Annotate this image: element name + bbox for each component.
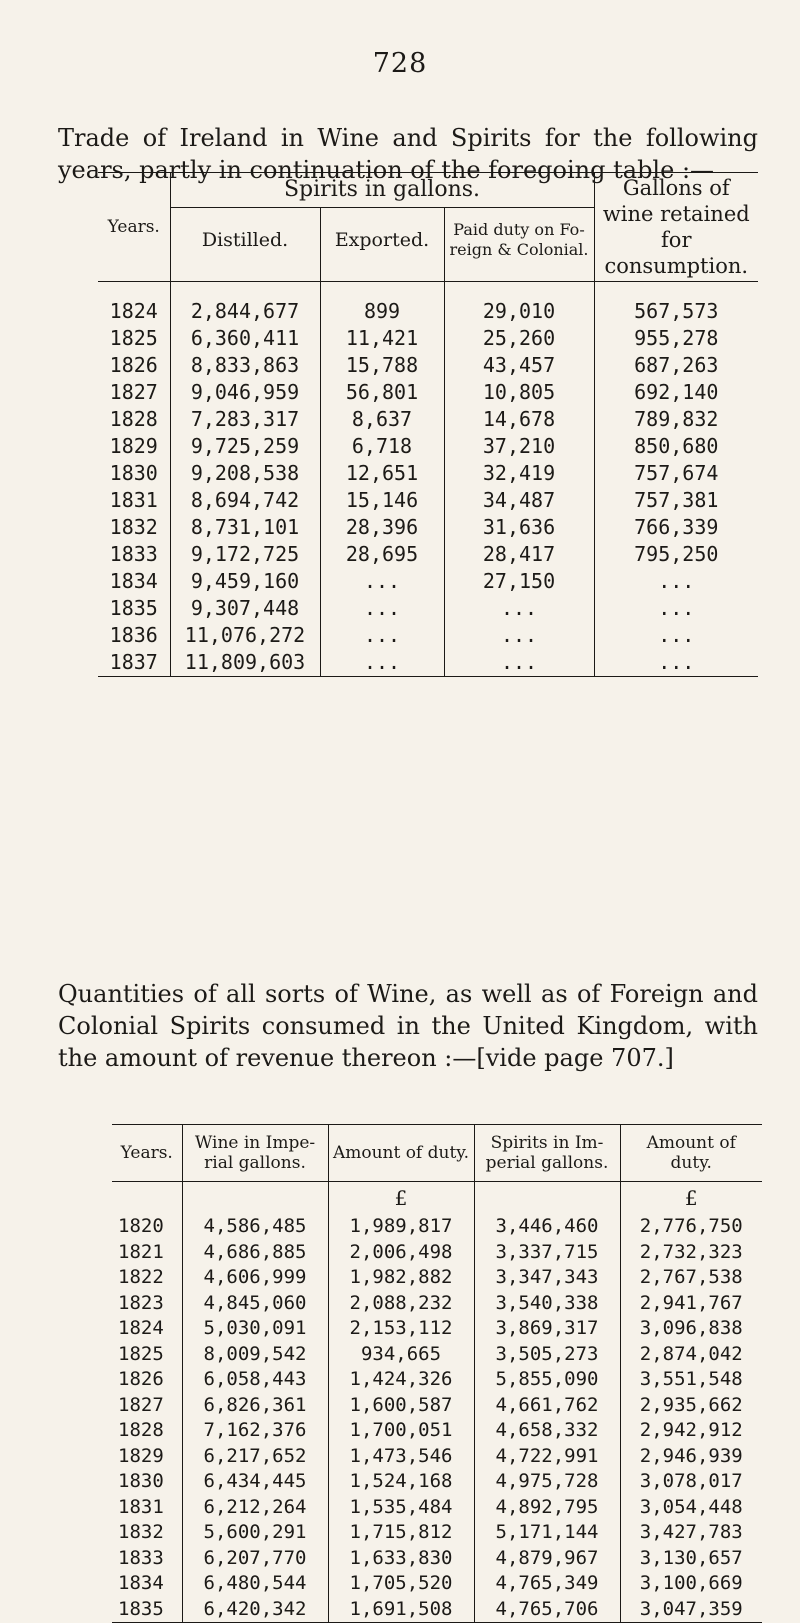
cell-spirits-gallons: 3,347,343 (474, 1265, 620, 1291)
cell-spirits-duty: 2,941,767 (620, 1291, 762, 1317)
cell-wine: 795,250 (594, 541, 758, 568)
cell-spirits-duty: 3,096,838 (620, 1316, 762, 1342)
cell-wine-duty: 1,700,051 (328, 1418, 474, 1444)
cell-paid-duty: ... (444, 622, 594, 649)
cell-wine: 766,339 (594, 514, 758, 541)
section1-heading: Trade of Ireland in Wine and Spirits for the following years, partly in continuation of the foregoing table :— (58, 124, 758, 184)
table-row (98, 649, 758, 677)
cell-year: 1831 (118, 1495, 164, 1518)
cell-distilled: 11,809,603 (170, 649, 320, 677)
table-row (112, 1342, 762, 1368)
col-header-years: Years. (107, 217, 160, 237)
col-header-wine-gallons: Wine in Impe-rial gallons. (182, 1125, 328, 1182)
cell-exported: 6,718 (320, 433, 444, 460)
cell-wine-duty: 1,982,882 (328, 1265, 474, 1291)
cell-wine-gallons: 4,686,885 (182, 1240, 328, 1266)
cell-paid-duty: 10,805 (444, 379, 594, 406)
cell-exported: 11,421 (320, 325, 444, 352)
table-row (98, 352, 758, 379)
cell-wine-gallons: 6,434,445 (182, 1469, 328, 1495)
cell-wine-gallons: 6,420,342 (182, 1597, 328, 1623)
cell-spirits-duty: 3,100,669 (620, 1571, 762, 1597)
table-row (112, 1546, 762, 1572)
cell-paid-duty: ... (444, 649, 594, 677)
cell-spirits-gallons: 3,337,715 (474, 1240, 620, 1266)
cell-spirits-duty: 3,054,448 (620, 1495, 762, 1521)
cell-wine: 955,278 (594, 325, 758, 352)
cell-paid-duty: 25,260 (444, 325, 594, 352)
cell-year: 1836 (109, 623, 158, 647)
cell-year: 1835 (109, 596, 158, 620)
cell-wine-gallons: 5,030,091 (182, 1316, 328, 1342)
cell-year: 1826 (109, 353, 158, 377)
cell-wine: 692,140 (594, 379, 758, 406)
cell-paid-duty: 32,419 (444, 460, 594, 487)
cell-distilled: 9,725,259 (170, 433, 320, 460)
cell-spirits-gallons: 4,661,762 (474, 1393, 620, 1419)
cell-paid-duty: 37,210 (444, 433, 594, 460)
cell-distilled: 7,283,317 (170, 406, 320, 433)
cell-year: 1833 (118, 1546, 164, 1569)
cell-wine-gallons: 5,600,291 (182, 1520, 328, 1546)
cell-year: 1834 (109, 569, 158, 593)
cell-year: 1821 (118, 1240, 164, 1263)
cell-distilled: 8,731,101 (170, 514, 320, 541)
cell-spirits-duty: 2,732,323 (620, 1240, 762, 1266)
table-row (112, 1597, 762, 1623)
cell-spirits-duty: 2,946,939 (620, 1444, 762, 1470)
cell-year: 1824 (109, 299, 158, 323)
cell-exported: ... (320, 568, 444, 595)
table-row (112, 1316, 762, 1342)
cell-spirits-gallons: 4,765,706 (474, 1597, 620, 1623)
cell-wine-gallons: 7,162,376 (182, 1418, 328, 1444)
col-group-spirits: Spirits in gallons. (170, 173, 594, 208)
page-number: 728 (372, 48, 428, 79)
cell-spirits-gallons: 3,869,317 (474, 1316, 620, 1342)
cell-wine-gallons: 4,845,060 (182, 1291, 328, 1317)
ireland-trade-body (98, 282, 758, 677)
cell-paid-duty: 29,010 (444, 298, 594, 325)
cell-year: 1824 (118, 1317, 164, 1339)
table-row (112, 1520, 762, 1546)
table-row (98, 325, 758, 352)
cell-year: 1831 (109, 488, 158, 512)
cell-wine-duty: 1,600,587 (328, 1393, 474, 1419)
cell-exported: 28,695 (320, 541, 444, 568)
table-row (98, 622, 758, 649)
table-row (98, 568, 758, 595)
cell-distilled: 8,694,742 (170, 487, 320, 514)
cell-year: 1823 (118, 1291, 164, 1314)
cell-wine-gallons: 6,217,652 (182, 1444, 328, 1470)
cell-year: 1832 (118, 1521, 164, 1543)
cell-spirits-duty: 2,776,750 (620, 1214, 762, 1240)
cell-paid-duty: ... (444, 595, 594, 622)
table-row (112, 1469, 762, 1495)
cell-wine-duty: 2,153,112 (328, 1316, 474, 1342)
table-row (98, 595, 758, 622)
cell-spirits-duty: 2,935,662 (620, 1393, 762, 1419)
cell-wine-duty: 2,088,232 (328, 1291, 474, 1317)
cell-paid-duty: 43,457 (444, 352, 594, 379)
cell-paid-duty: 27,150 (444, 568, 594, 595)
cell-spirits-duty: 2,874,042 (620, 1342, 762, 1368)
cell-year: 1822 (118, 1266, 164, 1288)
col-header-paid-duty: Paid duty on Fo-reign & Colonial. (444, 207, 594, 281)
cell-spirits-gallons: 3,446,460 (474, 1214, 620, 1240)
col-header-wine: Gallons of wine retained for consumption. (594, 173, 758, 282)
cell-spirits-gallons: 4,765,349 (474, 1571, 620, 1597)
col-header-years: Years. (112, 1125, 182, 1182)
cell-wine-duty: 1,715,812 (328, 1520, 474, 1546)
uk-consumption-body (112, 1182, 762, 1623)
uk-consumption-table (112, 1124, 762, 1623)
cell-wine-gallons: 4,586,485 (182, 1214, 328, 1240)
cell-wine-duty: 2,006,498 (328, 1240, 474, 1266)
cell-year: 1830 (118, 1470, 164, 1492)
cell-wine-duty: 1,535,484 (328, 1495, 474, 1521)
pound-symbol: £ (328, 1182, 474, 1215)
cell-year: 1820 (118, 1215, 164, 1237)
cell-exported: 899 (320, 298, 444, 325)
cell-spirits-duty: 3,047,359 (620, 1597, 762, 1623)
cell-exported: ... (320, 649, 444, 677)
cell-spirits-gallons: 4,658,332 (474, 1418, 620, 1444)
cell-paid-duty: 14,678 (444, 406, 594, 433)
table-row (98, 487, 758, 514)
cell-paid-duty: 34,487 (444, 487, 594, 514)
col-header-spirits-gallons: Spirits in Im-perial gallons. (474, 1125, 620, 1182)
cell-spirits-duty: 2,942,912 (620, 1418, 762, 1444)
cell-spirits-duty: 3,078,017 (620, 1469, 762, 1495)
cell-year: 1832 (109, 515, 158, 539)
table-row (112, 1367, 762, 1393)
col-header-wine-duty: Amount of duty. (328, 1125, 474, 1182)
cell-spirits-duty: 3,551,548 (620, 1367, 762, 1393)
cell-wine: 757,381 (594, 487, 758, 514)
cell-distilled: 6,360,411 (170, 325, 320, 352)
cell-year: 1825 (118, 1342, 164, 1365)
cell-wine-gallons: 4,606,999 (182, 1265, 328, 1291)
cell-spirits-duty: 3,427,783 (620, 1520, 762, 1546)
cell-spirits-gallons: 3,505,273 (474, 1342, 620, 1368)
table-row (98, 379, 758, 406)
table-row (98, 433, 758, 460)
cell-year: 1829 (109, 434, 158, 458)
cell-year: 1825 (109, 326, 158, 350)
cell-wine: ... (594, 595, 758, 622)
cell-exported: 28,396 (320, 514, 444, 541)
table-row (112, 1214, 762, 1240)
cell-exported: ... (320, 595, 444, 622)
cell-exported: 15,788 (320, 352, 444, 379)
cell-year: 1837 (109, 650, 158, 674)
table-row (98, 541, 758, 568)
cell-year: 1835 (118, 1597, 164, 1620)
cell-wine-duty: 1,524,168 (328, 1469, 474, 1495)
cell-year: 1830 (109, 461, 158, 485)
cell-distilled: 9,459,160 (170, 568, 320, 595)
cell-spirits-gallons: 3,540,338 (474, 1291, 620, 1317)
cell-spirits-gallons: 4,975,728 (474, 1469, 620, 1495)
cell-wine-gallons: 6,207,770 (182, 1546, 328, 1572)
cell-wine-gallons: 8,009,542 (182, 1342, 328, 1368)
cell-distilled: 9,208,538 (170, 460, 320, 487)
cell-spirits-gallons: 5,171,144 (474, 1520, 620, 1546)
cell-year: 1833 (109, 542, 158, 566)
cell-exported: ... (320, 622, 444, 649)
cell-year: 1827 (109, 380, 158, 404)
cell-wine: 757,674 (594, 460, 758, 487)
cell-wine-duty: 1,989,817 (328, 1214, 474, 1240)
table-row (112, 1418, 762, 1444)
cell-wine-gallons: 6,480,544 (182, 1571, 328, 1597)
cell-year: 1829 (118, 1444, 164, 1467)
table-row (98, 514, 758, 541)
cell-wine: 850,680 (594, 433, 758, 460)
cell-wine-duty: 934,665 (328, 1342, 474, 1368)
col-header-spirits-duty: Amount of duty. (620, 1125, 762, 1182)
cell-wine: ... (594, 649, 758, 677)
col-header-distilled: Distilled. (170, 207, 320, 281)
cell-spirits-gallons: 5,855,090 (474, 1367, 620, 1393)
table-row (98, 460, 758, 487)
cell-paid-duty: 31,636 (444, 514, 594, 541)
section2-heading: Quantities of all sorts of Wine, as well as of Foreign and Colonial Spirits consumed in the United Kingdom, with the amount of revenue thereon :—[vide page 707.] (58, 980, 758, 1072)
cell-exported: 8,637 (320, 406, 444, 433)
cell-wine-duty: 1,473,546 (328, 1444, 474, 1470)
table-row (112, 1393, 762, 1419)
cell-wine-gallons: 6,058,443 (182, 1367, 328, 1393)
cell-wine-gallons: 6,826,361 (182, 1393, 328, 1419)
cell-spirits-gallons: 4,892,795 (474, 1495, 620, 1521)
cell-year: 1826 (118, 1368, 164, 1390)
cell-wine-duty: 1,691,508 (328, 1597, 474, 1623)
cell-wine: 567,573 (594, 298, 758, 325)
table-row (98, 406, 758, 433)
cell-year: 1828 (118, 1419, 164, 1441)
table-row (112, 1571, 762, 1597)
cell-exported: 15,146 (320, 487, 444, 514)
table-row (112, 1265, 762, 1291)
cell-distilled: 9,046,959 (170, 379, 320, 406)
ireland-trade-table (98, 172, 758, 677)
cell-wine: ... (594, 622, 758, 649)
cell-distilled: 2,844,677 (170, 298, 320, 325)
cell-wine-duty: 1,705,520 (328, 1571, 474, 1597)
table-row (112, 1444, 762, 1470)
cell-wine: 687,263 (594, 352, 758, 379)
cell-paid-duty: 28,417 (444, 541, 594, 568)
cell-wine: 789,832 (594, 406, 758, 433)
cell-wine: ... (594, 568, 758, 595)
cell-exported: 12,651 (320, 460, 444, 487)
cell-wine-gallons: 6,212,264 (182, 1495, 328, 1521)
cell-distilled: 9,172,725 (170, 541, 320, 568)
table-row (112, 1291, 762, 1317)
cell-year: 1828 (109, 407, 158, 431)
cell-distilled: 11,076,272 (170, 622, 320, 649)
pound-symbol: £ (620, 1182, 762, 1215)
cell-spirits-duty: 3,130,657 (620, 1546, 762, 1572)
col-header-exported: Exported. (320, 207, 444, 281)
cell-distilled: 9,307,448 (170, 595, 320, 622)
table-row (112, 1495, 762, 1521)
cell-distilled: 8,833,863 (170, 352, 320, 379)
cell-spirits-gallons: 4,879,967 (474, 1546, 620, 1572)
cell-spirits-duty: 2,767,538 (620, 1265, 762, 1291)
cell-year: 1827 (118, 1393, 164, 1416)
cell-year: 1834 (118, 1572, 164, 1594)
cell-exported: 56,801 (320, 379, 444, 406)
cell-wine-duty: 1,424,326 (328, 1367, 474, 1393)
cell-wine-duty: 1,633,830 (328, 1546, 474, 1572)
cell-spirits-gallons: 4,722,991 (474, 1444, 620, 1470)
table-row (112, 1240, 762, 1266)
table-row (98, 298, 758, 325)
